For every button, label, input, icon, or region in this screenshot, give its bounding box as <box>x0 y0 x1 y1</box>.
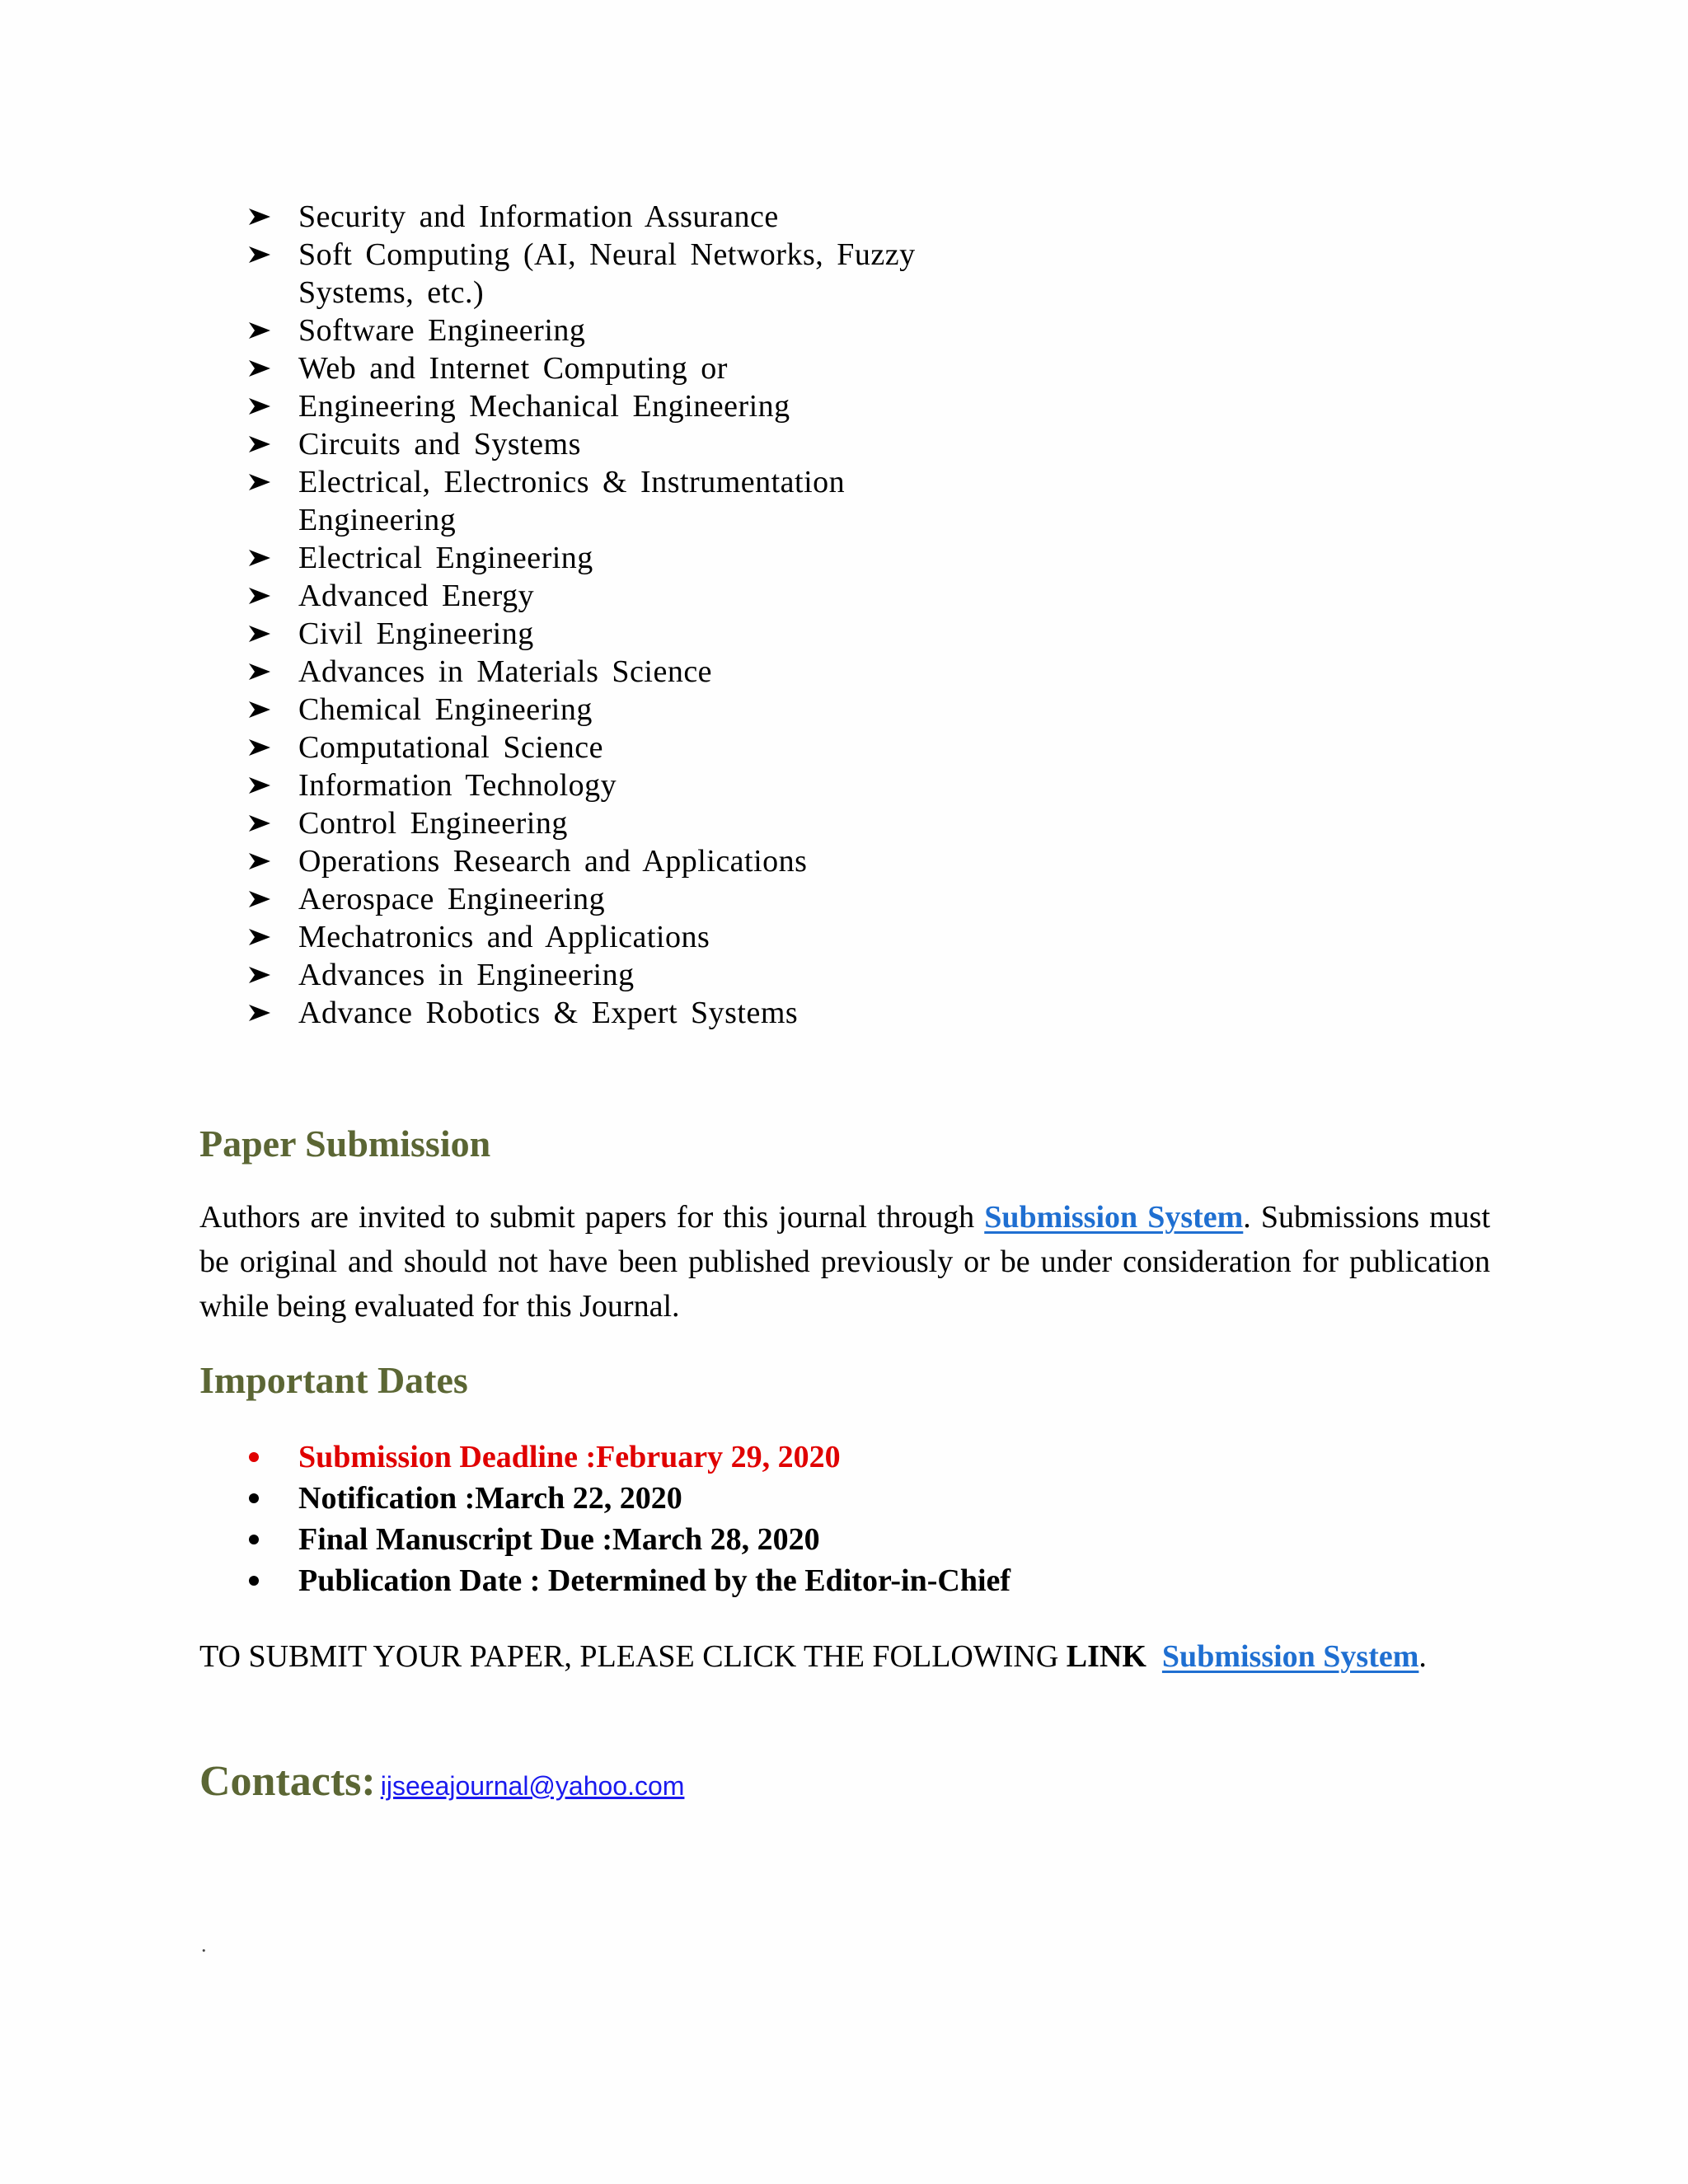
date-text: Final Manuscript Due :March 28, 2020 <box>298 1522 820 1557</box>
arrow-bullet-icon <box>247 994 277 1032</box>
topic-text: Soft Computing (AI, Neural Networks, Fuzzy <box>298 237 916 272</box>
topic-text: Aerospace Engineering <box>298 882 606 916</box>
arrow-bullet-icon <box>247 615 277 653</box>
topic-item <box>247 956 989 994</box>
date-text: Notification :March 22, 2020 <box>298 1481 682 1516</box>
topics-list <box>247 198 989 1032</box>
date-item-final-manuscript <box>247 1519 1010 1560</box>
arrow-bullet-icon <box>247 312 277 349</box>
topic-item <box>247 312 989 349</box>
arrow-bullet-icon <box>247 956 277 994</box>
topic-item <box>247 842 989 880</box>
topic-text: Engineering <box>298 503 457 537</box>
arrow-bullet-icon <box>247 880 277 918</box>
date-text: Submission Deadline :February 29, 2020 <box>298 1440 841 1474</box>
topic-text: Electrical Engineering <box>298 541 593 575</box>
topic-text: Electrical, Electronics & Instrumentation <box>298 465 846 499</box>
arrow-bullet-icon <box>247 463 277 501</box>
contact-email-link[interactable]: ijseeajournal@yahoo.com <box>380 1771 685 1801</box>
topic-text: Computational Science <box>298 730 604 765</box>
topic-item-continuation <box>247 274 989 312</box>
arrow-bullet-icon <box>247 691 277 729</box>
contacts-label: Contacts: <box>199 1758 376 1805</box>
arrow-bullet-icon <box>247 918 277 956</box>
paper-submission-heading: Paper Submission <box>199 1122 491 1165</box>
arrow-bullet-icon <box>247 198 277 236</box>
submit-instructions-bold: LINK <box>1066 1639 1146 1674</box>
arrow-bullet-icon <box>247 577 277 615</box>
topic-item <box>247 387 989 425</box>
topic-item <box>247 425 989 463</box>
contacts-line <box>199 1755 684 1808</box>
submit-instructions-text: TO SUBMIT YOUR PAPER, PLEASE CLICK THE FOLLOWING <box>199 1639 1067 1674</box>
paragraph-text-start: Authors are invited to submit papers for this journal through <box>199 1200 985 1235</box>
topic-item <box>247 994 989 1032</box>
submission-system-link[interactable]: Submission System <box>984 1200 1244 1235</box>
arrow-bullet-icon <box>247 729 277 766</box>
topic-text: Operations Research and Applications <box>298 844 808 879</box>
topic-text: Information Technology <box>298 768 617 803</box>
date-text: Publication Date : Determined by the Editor-in-Chief <box>298 1563 1011 1598</box>
topic-text: Software Engineering <box>298 313 586 348</box>
topic-item <box>247 691 989 729</box>
topic-item <box>247 539 989 577</box>
topic-item <box>247 729 989 766</box>
topic-text: Circuits and Systems <box>298 427 581 462</box>
arrow-bullet-icon <box>247 425 277 463</box>
footer-mark: . <box>201 1933 207 1957</box>
topic-item <box>247 198 989 236</box>
submit-instructions <box>199 1634 1436 1679</box>
topic-item <box>247 804 989 842</box>
topic-text: Advances in Materials Science <box>298 654 713 689</box>
topic-text: Mechatronics and Applications <box>298 920 710 954</box>
arrow-bullet-icon <box>247 653 277 691</box>
topic-text: Advances in Engineering <box>298 958 635 992</box>
topic-text: Advanced Energy <box>298 579 535 613</box>
topic-text: Web and Internet Computing or <box>298 351 728 386</box>
topic-item <box>247 463 989 501</box>
date-item-deadline <box>247 1436 1010 1478</box>
submission-system-link-2[interactable]: Submission System <box>1161 1639 1419 1674</box>
round-bullet-icon <box>249 1493 259 1503</box>
arrow-bullet-icon <box>247 804 277 842</box>
paragraph-text-end: . Submissions must be original and should not have been published previously or be under consideration for publication while being evaluated for this Journal. <box>199 1200 1490 1324</box>
round-bullet-icon <box>249 1452 259 1462</box>
arrow-bullet-icon <box>247 766 277 804</box>
topic-item-continuation <box>247 501 989 539</box>
topic-text: Security and Information Assurance <box>298 199 779 234</box>
arrow-bullet-icon <box>247 349 277 387</box>
topic-text: Systems, etc.) <box>298 275 485 310</box>
topic-item <box>247 615 989 653</box>
date-item-notification <box>247 1478 1010 1519</box>
topic-text: Engineering Mechanical Engineering <box>298 389 790 424</box>
topic-item <box>247 577 989 615</box>
topic-item <box>247 918 989 956</box>
topic-item <box>247 880 989 918</box>
arrow-bullet-icon <box>247 539 277 577</box>
important-dates-heading: Important Dates <box>199 1359 468 1401</box>
topic-text: Civil Engineering <box>298 616 534 651</box>
topic-text: Control Engineering <box>298 806 568 841</box>
important-dates-list <box>247 1436 1010 1601</box>
paper-submission-paragraph <box>199 1195 1490 1329</box>
round-bullet-icon <box>249 1535 259 1544</box>
topic-item <box>247 653 989 691</box>
arrow-bullet-icon <box>247 387 277 425</box>
arrow-bullet-icon <box>247 842 277 880</box>
topic-text: Chemical Engineering <box>298 692 593 727</box>
topic-item <box>247 349 989 387</box>
round-bullet-icon <box>249 1576 259 1586</box>
arrow-bullet-icon <box>247 236 277 274</box>
submit-instructions-trailing: . <box>1418 1639 1427 1674</box>
topic-text: Advance Robotics & Expert Systems <box>298 996 799 1030</box>
date-item-publication <box>247 1560 1010 1601</box>
topic-item <box>247 766 989 804</box>
topic-item <box>247 236 989 274</box>
